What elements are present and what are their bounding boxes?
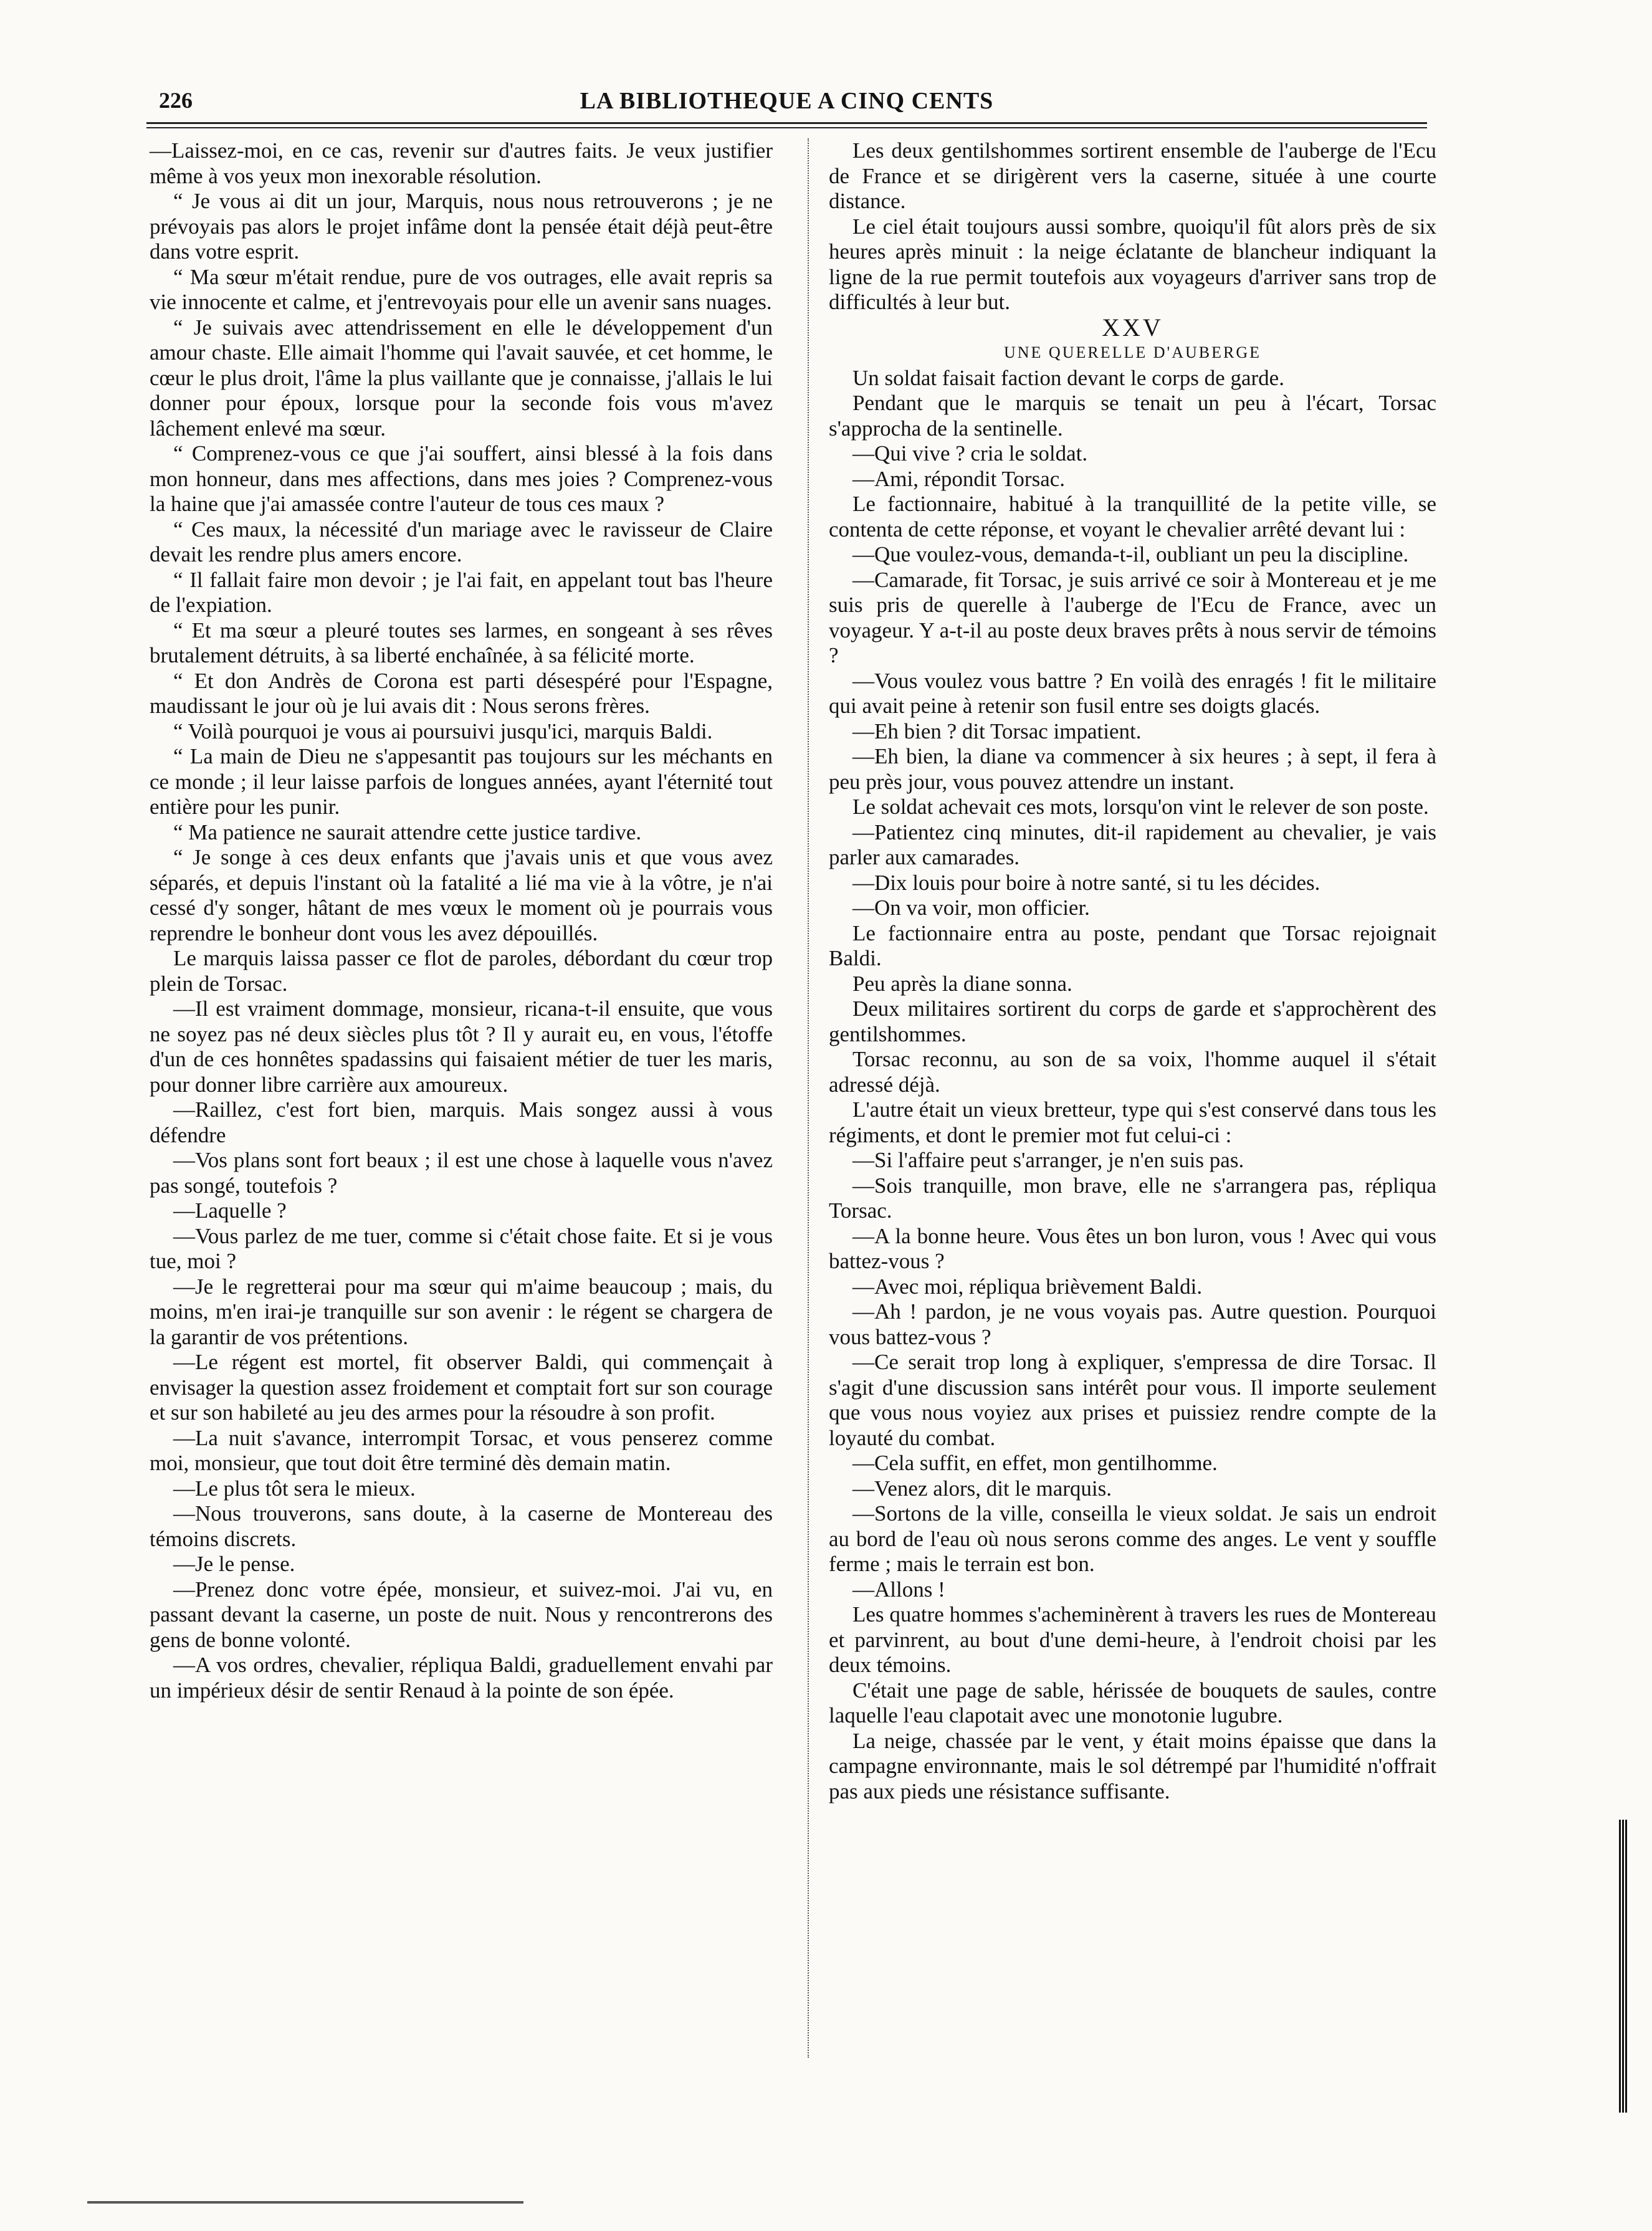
paragraph: —Ami, répondit Torsac.	[852, 466, 1066, 491]
paragraph: “ Et don Andrès de Corona est parti désespéré pour l'Espagne, maudissant le jour où je lui avais dit : Nous serons frères.	[150, 668, 773, 718]
header-rule	[146, 122, 1427, 124]
paragraph: —Vos plans sont fort beaux ; il est une chose à laquelle vous n'avez pas songé, toutefois ?	[150, 1148, 773, 1198]
paragraph: —Le régent est mortel, fit observer Baldi, qui commençait à envisager la question assez froidement et comptait fort sur son courage et sur son habileté au jeu des armes pour la résoudre à son profit.	[150, 1350, 773, 1425]
paragraph: —Laissez-moi, en ce cas, revenir sur d'autres faits. Je veux justifier même à vos yeux mon inexorable résolution.	[150, 138, 773, 188]
paragraph: “ Ces maux, la nécessité d'un mariage avec le ravisseur de Claire devait les rendre plus amers encore.	[150, 517, 773, 566]
paragraph: C'était une page de sable, hérissée de bouquets de saules, contre laquelle l'eau clapotait avec une monotonie lugubre.	[829, 1678, 1436, 1727]
paragraph: —Prenez donc votre épée, monsieur, et suivez-moi. J'ai vu, en passant devant la caserne, un poste de nuit. Nous y rencontrerons des gens de bonne volonté.	[150, 1577, 773, 1652]
paragraph: Deux militaires sortirent du corps de garde et s'approchèrent des gentilshommes.	[829, 996, 1436, 1046]
footer-scratch-mark	[87, 2201, 523, 2207]
paragraph: —Cela suffit, en effet, mon gentilhomme.	[852, 1451, 1218, 1475]
paragraph: Le marquis laissa passer ce flot de paroles, débordant du cœur trop plein de Torsac.	[150, 946, 773, 996]
paragraph: —Le plus tôt sera le mieux.	[173, 1476, 416, 1501]
paragraph: Les quatre hommes s'acheminèrent à travers les rues de Montereau et parvinrent, au bout d'une demi-heure, à l'endroit choisi par les deux témoins.	[829, 1602, 1436, 1677]
paragraph: Peu après la diane sonna.	[852, 971, 1072, 996]
paragraph: —Ah ! pardon, je ne vous voyais pas. Autre question. Pourquoi vous battez-vous ?	[829, 1299, 1436, 1349]
paragraph: —Dix louis pour boire à notre santé, si tu les décides.	[852, 870, 1320, 895]
paragraph: —Si l'affaire peut s'arranger, je n'en suis pas.	[852, 1148, 1244, 1172]
paragraph: —Allons !	[852, 1577, 945, 1602]
page-header	[146, 87, 1427, 120]
column-divider	[808, 138, 809, 2058]
paragraph: “ Et ma sœur a pleuré toutes ses larmes, en songeant à ses rêves brutalement détruits, à sa liberté enchaînée, à sa félicité morte.	[150, 618, 773, 667]
paragraph: “ Je vous ai dit un jour, Marquis, nous nous retrouverons ; je ne prévoyais pas alors le projet infâme dont la pensée était déjà peut-être dans votre esprit.	[150, 189, 773, 264]
left-column	[150, 138, 773, 1703]
paragraph: Le factionnaire entra au poste, pendant que Torsac rejoignait Baldi.	[829, 920, 1436, 970]
paragraph: —Nous trouverons, sans doute, à la caserne de Montereau des témoins discrets.	[150, 1501, 773, 1551]
paragraph: —Qui vive ? cria le soldat.	[852, 441, 1088, 466]
paragraph: “ Ma sœur m'était rendue, pure de vos outrages, elle avait repris sa vie innocente et calme, et j'entrevoyais pour elle un avenir sans nuages.	[150, 264, 773, 314]
paragraph: “ Voilà pourquoi je vous ai poursuivi jusqu'ici, marquis Baldi.	[173, 719, 713, 743]
paragraph: —Venez alors, dit le marquis.	[852, 1476, 1112, 1501]
paragraph: Le ciel était toujours aussi sombre, quoiqu'il fût alors près de six heures après minuit : la neige éclatante de blancheur indiquant la ligne de la rue permit toutefois aux voyageurs d'arriver sans trop de difficultés à leur but.	[829, 214, 1436, 314]
right-column-intro	[829, 138, 1436, 315]
right-column	[829, 138, 1436, 1804]
paragraph: Pendant que le marquis se tenait un peu à l'écart, Torsac s'approcha de la sentinelle.	[829, 391, 1436, 441]
paragraph: “ Il fallait faire mon devoir ; je l'ai fait, en appelant tout bas l'heure de l'expiation.	[150, 567, 773, 617]
margin-binding-mark	[1619, 1820, 1628, 2113]
paragraph: “ Je songe à ces deux enfants que j'avais unis et que vous avez séparés, et depuis l'instant où la fatalité a lié ma vie à la vôtre, je n'ai cessé d'y songer, hâtant de mes vœux le moment où je pourrais vous reprendre le bonheur dont vous les avez dépouillés.	[150, 845, 773, 945]
paragraph: —Eh bien, la diane va commencer à six heures ; à sept, il fera à peu près jour, vous pouvez attendre un instant.	[829, 744, 1436, 794]
paragraph: Torsac reconnu, au son de sa voix, l'homme auquel il s'était adressé déjà.	[829, 1047, 1436, 1097]
paragraph: —A vos ordres, chevalier, répliqua Baldi, graduellement envahi par un impérieux désir de sentir Renaud à la pointe de son épée.	[150, 1653, 773, 1703]
paragraph: —Eh bien ? dit Torsac impatient.	[852, 719, 1142, 743]
paragraph: —Vous voulez vous battre ? En voilà des enragés ! fit le militaire qui avait peine à retenir son fusil entre ses doigts glacés.	[829, 668, 1436, 718]
paragraph: Le factionnaire, habitué à la tranquillité de la petite ville, se contenta de cette réponse, et voyant le chevalier arrêté devant lui :	[829, 492, 1436, 542]
page-number: 226	[159, 88, 193, 113]
paragraph: —La nuit s'avance, interrompit Torsac, et vous penserez comme moi, monsieur, que tout doit être terminé dès demain matin.	[150, 1425, 773, 1475]
paragraph: La neige, chassée par le vent, y était moins épaisse que dans la campagne environnante, mais le sol détrempé par l'humidité n'offrait pas aux pieds une résistance suffisante.	[829, 1728, 1436, 1803]
paragraph: —Sois tranquille, mon brave, elle ne s'arrangera pas, répliqua Torsac.	[829, 1173, 1436, 1223]
paragraph: “ La main de Dieu ne s'appesantit pas toujours sur les méchants en ce monde ; il leur laisse parfois de longues années, ayant l'éternité tout entière pour les punir.	[150, 744, 773, 819]
running-title: LA BIBLIOTHEQUE A CINQ CENTS	[580, 88, 994, 114]
paragraph: —Je le pense.	[173, 1552, 295, 1576]
header-rule-thin	[146, 127, 1427, 128]
paragraph: —Laquelle ?	[173, 1198, 287, 1223]
paragraph: L'autre était un vieux bretteur, type qui s'est conservé dans tous les régiments, et dont le premier mot fut celui-ci :	[829, 1097, 1436, 1147]
paragraph: —Raillez, c'est fort bien, marquis. Mais songez aussi à vous défendre	[150, 1097, 773, 1147]
right-column-body	[829, 366, 1436, 1805]
paragraph: “ Je suivais avec attendrissement en elle le développement d'un amour chaste. Elle aimait l'homme qui l'avait sauvée, et cet homme, le cœur le plus droit, l'âme la plus vaillante que je connaisse, j'allais le lui donner pour époux, lorsque pour la seconde fois vous m'avez lâchement enlevé ma sœur.	[150, 315, 773, 441]
paragraph: —Sortons de la ville, conseilla le vieux soldat. Je sais un endroit au bord de l'eau où nous serons comme des anges. Le vent y souffle ferme ; mais le terrain est bon.	[829, 1501, 1436, 1576]
paragraph: “ Comprenez-vous ce que j'ai souffert, ainsi blessé à la fois dans mon honneur, dans mes affections, dans mes joies ? Comprenez-vous la haine que j'ai amassée contre l'auteur de tous ces maux ?	[150, 441, 773, 516]
paragraph: —A la bonne heure. Vous êtes un bon luron, vous ! Avec qui vous battez-vous ?	[829, 1223, 1436, 1273]
paragraph: —Je le regretterai pour ma sœur qui m'aime beaucoup ; mais, du moins, m'en irai-je tranquille sur son avenir : le régent se chargera de la garantir de vos prétentions.	[150, 1274, 773, 1349]
paragraph: Le soldat achevait ces mots, lorsqu'on vint le relever de son poste.	[852, 795, 1429, 819]
paragraph: —Que voulez-vous, demanda-t-il, oubliant un peu la discipline.	[852, 542, 1409, 566]
paragraph: —On va voir, mon officier.	[852, 896, 1090, 920]
paragraph: Un soldat faisait faction devant le corps de garde.	[852, 365, 1284, 390]
paragraph: Les deux gentilshommes sortirent ensemble de l'auberge de l'Ecu de France et se dirigèrent vers la caserne, située à une courte distance.	[829, 138, 1436, 213]
paragraph: —Camarade, fit Torsac, je suis arrivé ce soir à Montereau et je me suis pris de querelle à l'auberge de l'Ecu de France, avec un voyageur. Y a-t-il au poste deux braves prêts à nous servir de témoins ?	[829, 567, 1436, 667]
paragraph: —Vous parlez de me tuer, comme si c'était chose faite. Et si je vous tue, moi ?	[150, 1223, 773, 1273]
chapter-number: XXV	[1102, 313, 1163, 342]
paragraph: “ Ma patience ne saurait attendre cette justice tardive.	[173, 819, 642, 844]
paragraph: —Patientez cinq minutes, dit-il rapidement au chevalier, je vais parler aux camarades.	[829, 819, 1436, 869]
paragraph: —Ce serait trop long à expliquer, s'empressa de dire Torsac. Il s'agit d'une discussion sans intérêt pour vous. Il importe seulement que vous nous voyiez aux prises et puissiez rendre compte de la loyauté du combat.	[829, 1350, 1436, 1450]
paragraph: —Avec moi, répliqua brièvement Baldi.	[852, 1274, 1203, 1299]
paragraph: —Il est vraiment dommage, monsieur, ricana-t-il ensuite, que vous ne soyez pas né deux siècles plus tôt ? Il y aurait eu, en vous, l'étoffe d'un de ces honnêtes spadassins qui faisaient métier de tuer les maris, pour donner libre carrière aux amoureux.	[150, 996, 773, 1097]
chapter-title: UNE QUERELLE D'AUBERGE	[1004, 343, 1261, 361]
